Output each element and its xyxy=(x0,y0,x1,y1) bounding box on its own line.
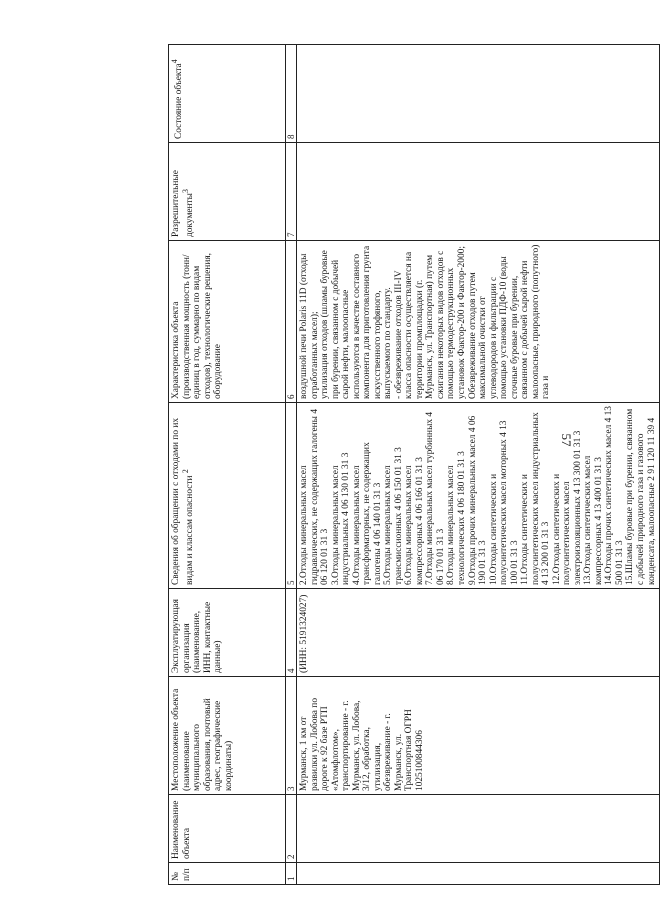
column-number: 3 xyxy=(286,677,297,795)
header-operator: Эксплуатирующая организация (наименование, ИНН, контактные данные) xyxy=(169,589,286,677)
cell-num xyxy=(297,863,660,885)
column-number: 4 xyxy=(286,589,297,677)
waste-line: 10.Отходы синтетических и полусинтетических масел моторных 4 13 100 01 31 3 xyxy=(488,420,520,585)
cell-operator: (ИНН: 5191324027) xyxy=(297,589,660,677)
characteristics-line: - обезвреживание отходов III-IV класса опасности осуществляется на территории промплощадки (г. Мурманск, ул. Транспортная) путем сжигания некоторых видов отходов с помощью термодеструкционных установок Фактор-200 и Фактор-2000; xyxy=(393,246,467,399)
cell-permits xyxy=(297,143,660,241)
header-status: Состояние объекта$^4$ xyxy=(169,45,286,143)
waste-line: 6.Отходы минеральных масел компрессорных 4 06 166 01 31 3 xyxy=(404,457,425,585)
waste-line: 13.Отходы синтетических масел компрессорных 4 13 400 01 31 3 xyxy=(583,455,604,585)
cell-characteristics xyxy=(297,241,660,403)
waste-line: 11.Отходы синтетических и полусинтетических масел индустриальных 4 13 200 01 31 3 xyxy=(520,412,552,585)
column-number: 8 xyxy=(286,45,297,143)
waste-line: 2.Отходы минеральных масел гидравлических, не содержащих галогены 4 06 120 01 31 3 xyxy=(299,408,331,585)
cell-waste xyxy=(297,403,660,589)
column-number: 2 xyxy=(286,795,297,863)
header-permits: Разрешительные документы$^3$ xyxy=(169,143,286,241)
waste-line: 8.Отходы минеральных масел технологических 4 06 180 01 31 3 xyxy=(446,451,467,585)
waste-line: 12.Отходы синтетических и полусинтетических масел электроизоляционных 4 13 300 01 31 3 xyxy=(551,430,583,585)
column-number: 7 xyxy=(286,143,297,241)
waste-line: 3.Отходы минеральных масел индустриальных 4 06 130 01 31 3 xyxy=(330,452,352,585)
header-name: Наименование объекта xyxy=(169,795,286,863)
header-row xyxy=(169,45,286,885)
header-characteristics: Характеристика объекта (производственная мощность (тонн/единиц в год, суммарно по видам отходов), технологические решения, оборудование xyxy=(169,241,286,403)
table-row xyxy=(297,45,660,885)
register-table xyxy=(168,44,660,885)
page-number: 57 xyxy=(559,433,574,447)
waste-line: 9.Отходы прочих минеральных масел 4 06 190 01 31 3 xyxy=(467,415,489,585)
header-waste: Сведения об обращении с отходами по их видам и классам опасности $^2$ xyxy=(169,403,286,589)
column-number: 1 xyxy=(286,863,297,885)
cell-name xyxy=(297,795,660,863)
column-number: 5 xyxy=(286,403,297,589)
waste-line: 14.Отходы прочих синтетических масел 4 13 500 01 31 3 xyxy=(604,406,625,585)
characteristics-line: воздушной печи Polaris 11D (отходы отработанных масел); xyxy=(299,253,320,399)
column-number: 6 xyxy=(286,241,297,403)
characteristics-line: утилизация отходов (шламы буровые при бурении, связанном с добычей сырой нефти, малоопасные используются в качестве составного компонента для приготовления грунта искусственного торфяного, выпускаемого по стандарту. xyxy=(320,245,394,399)
header-location: Местоположение объекта (наименование муниципального образования, почтовый адрес, географические координаты) xyxy=(169,677,286,795)
waste-line: 7.Отходы минеральных масел турбинных 4 06 170 01 31 3 xyxy=(425,411,446,585)
waste-line: 15.Шламы буровые при бурении, связанном с добычей природного газа и газового конденсата, малоопасные 2 91 120 11 39 4 xyxy=(625,408,657,585)
cell-status xyxy=(297,45,660,143)
cell-location: Мурманск, 1 км от развилки ул. Лобова по дороге к 92 базе РТП «Атомфлотом», транспортирование - г. Мурманск, ул. Лобова, 3/12, обработка, утилизация, обезвреживание - г. Мурманск, ул. Транспортная ОГРН 1025100844306 xyxy=(297,677,660,795)
waste-line: 5.Отходы минеральных масел трансмиссионных 4 06 150 01 31 3 xyxy=(383,447,404,585)
header-num: № п/п xyxy=(169,863,286,885)
waste-line: 4.Отходы минеральных масел трансформаторных, не содержащих галогены 4 06 140 01 31 3 xyxy=(351,442,383,585)
characteristics-line: Обезвреживание отходов путем максимальной очистки от углеводородов и фильтрации с помощью установки ПДФ-10 (воды сточные буровые при бурении, связанном с добычей сырой нефти малоопасные, природного (попутного) газа и xyxy=(467,244,552,399)
column-number-row xyxy=(286,45,297,885)
